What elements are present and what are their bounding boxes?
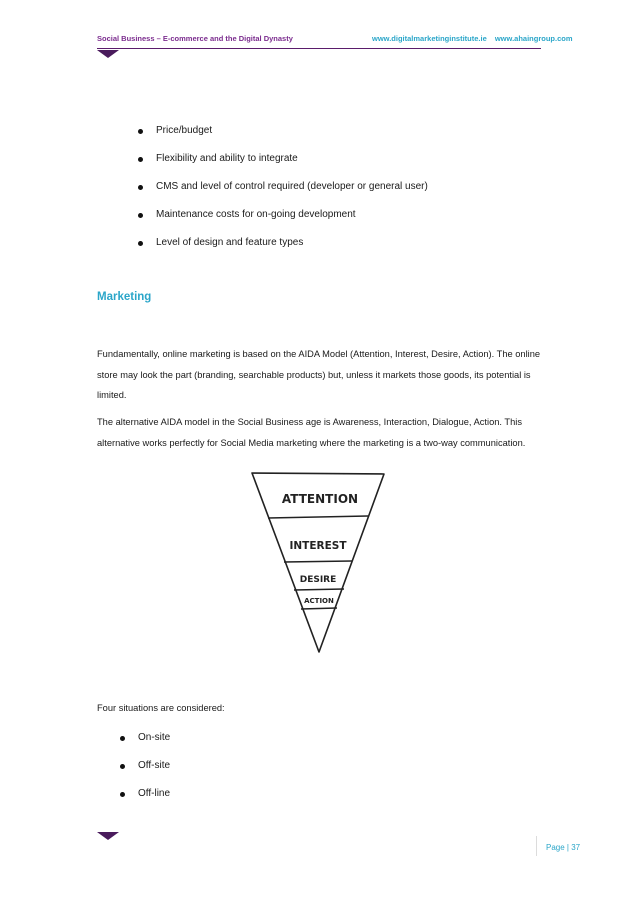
header-divider bbox=[97, 48, 541, 49]
bullet-icon bbox=[120, 792, 125, 797]
paragraph-social-aida: The alternative AIDA model in the Social Business age is Awareness, Interaction, Dialogue, Action. This alternative works perfectly for Social Media marketing where the marketing is a two-way communication. bbox=[97, 417, 526, 448]
bullet-icon bbox=[120, 736, 125, 741]
funnel-svg bbox=[248, 470, 388, 660]
paragraph-aida: Fundamentally, online marketing is based on the AIDA Model (Attention, Interest, Desire, Action). The online store may look the part (branding, searchable products) but, unless it markets those goods, its potential is limited. bbox=[97, 349, 541, 400]
footer-triangle-marker bbox=[97, 832, 119, 840]
situations-intro: Four situations are considered: bbox=[97, 703, 225, 713]
aida-funnel-diagram bbox=[248, 470, 388, 665]
header-triangle-marker bbox=[97, 50, 119, 58]
header-link-ahain[interactable]: www.ahaingroup.com bbox=[494, 34, 573, 43]
bullet-icon bbox=[120, 764, 125, 769]
bullet-icon bbox=[138, 241, 143, 246]
header-links bbox=[372, 34, 573, 43]
header-link-dmi[interactable]: www.digitalmarketinginstitute.ie bbox=[372, 34, 487, 43]
bullet-icon bbox=[138, 213, 143, 218]
header-title: Social Business – E-commerce and the Digital Dynasty bbox=[97, 34, 293, 43]
funnel-divider bbox=[284, 561, 352, 562]
bullet-icon bbox=[138, 185, 143, 190]
funnel-divider bbox=[294, 589, 344, 590]
footer-divider bbox=[536, 836, 537, 856]
funnel-label-action: ACTION bbox=[304, 597, 334, 605]
funnel-divider bbox=[268, 516, 368, 518]
page-number: Page | 37 bbox=[546, 843, 581, 852]
funnel-label-interest: INTEREST bbox=[289, 540, 347, 552]
bullet-icon bbox=[138, 129, 143, 134]
section-heading-marketing: Marketing bbox=[97, 291, 152, 303]
funnel-divider bbox=[301, 608, 337, 609]
funnel-label-desire: DESIRE bbox=[299, 575, 337, 585]
bullet-icon bbox=[138, 157, 143, 162]
funnel-label-attention: ATTENTION bbox=[281, 492, 359, 506]
